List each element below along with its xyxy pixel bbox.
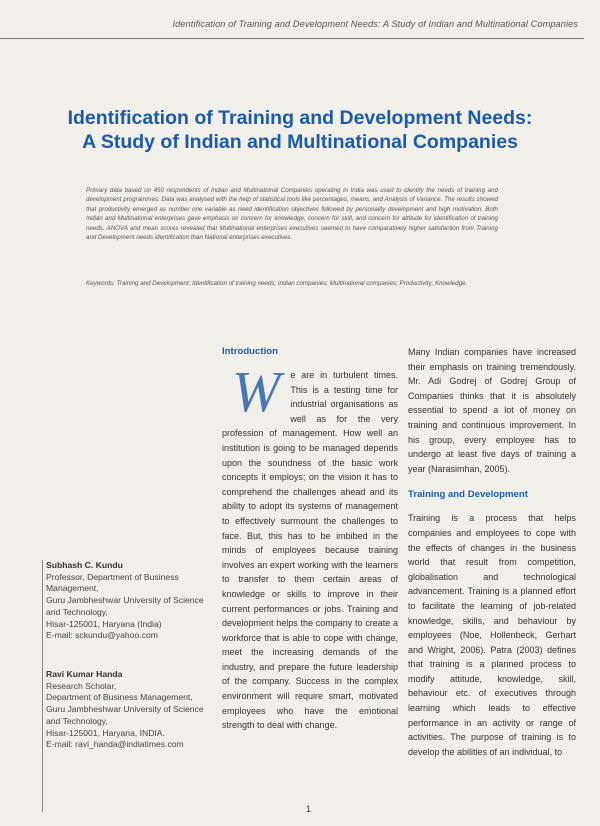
intro-paragraph: e are in turbulent times. This is a testing time for industrial organisations as well as for the very profession of management. How well an institution is going to be managed depends upon the soundness of the basic work concepts it employs; on the vision it has to comprehend the challenges ahead and its ability to adopt its systems of management to effectively surmount the challenges to face. But, this has to be imbibed in the minds of employees because training involves an expert working with the learners to transfer to them certain areas of knowledge or skills to improve in their current performances or jobs. Training and development helps the company to create a workforce that is able to cope with change, meet the increasing demands of the industry, and prepare the future leadership of the company. Success in the complex environment will require smart, motivated employees who have the emotional strength to deal with change.: [222, 370, 398, 731]
author-block-2: [46, 669, 211, 751]
title-line-1: Identification of Training and Development Needs:: [67, 107, 533, 129]
author-affiliation-line: Department of Business Management,: [46, 692, 193, 703]
drop-cap: W: [232, 359, 281, 424]
header-rule: [0, 38, 584, 39]
body-paragraph: Training is a process that helps companies and employees to cope with the effects of changes in the business world that result from competition, globalisation and technological advancement. Training is a planned effort to facilitate the learning of job-related knowledge, skills, and behaviour by employees (Noe, Hollenbeck, Gerhart and Wright, 2006). Patra (2003) defines that training is a planned process to modify attitude, knowledge, skill, behaviour etc. of executives through learning which leads to effective performance in an activity or range of activities. The purpose of training is to develop the abilities of an individual, to: [408, 513, 576, 757]
section-heading-training-development: Training and Development: [408, 489, 528, 501]
article-title: [24, 106, 576, 154]
author-affiliation-line: Guru Jambheshwar University of Science and Technology,: [46, 704, 204, 726]
running-head: Identification of Training and Development Needs: A Study of Indian and Multinational Companies: [172, 19, 578, 29]
author-name: Ravi Kumar Handa: [46, 669, 123, 679]
author-name: Subhash C. Kundu: [46, 560, 123, 570]
keywords: Keywords: Training and Development; Identification of training needs; Indian companies; Multinational companies; Productivity; Knowledge.: [86, 280, 468, 287]
author-affiliation-line: Professor, Department of Business Management,: [46, 571, 179, 594]
author-block-1: [46, 560, 211, 642]
body-paragraph: Many Indian companies have increased their emphasis on training tremendously. Mr. Adi Godrej of Godrej Group of Companies thinks that it is absolutely essential to spend a lot of money on training and continuous improvement. In his group, every employee has to undergo at least five days of training a year (Narasimhan, 2005).: [408, 347, 576, 474]
author-email: E-mail: ravi_handa@indiatimes.com: [46, 739, 184, 750]
body-column-1: [222, 345, 398, 733]
author-email: E-mail: sckundu@yahoo.com: [46, 630, 158, 641]
body-column-2: [408, 345, 576, 759]
author-affiliation-line: Research Scholar,: [46, 680, 117, 691]
author-affiliation-line: Guru Jambheshwar University of Science and Technology,: [46, 595, 204, 617]
author-divider: [42, 560, 43, 812]
intro-paragraph-wrap: [222, 359, 398, 733]
abstract: Primary data based on 450 respondents of Indian and Multinational Companies operating in India was used to identify the needs of training and development programmes. Data was analysed with the help of statistical tools like percentages, means, and Analysis of Variance. The results showed that productivity emerged as number one variable as need identification objectives followed by personality development and high motivation. Both Indian and Multinational enterprises gave emphasis on concern for knowledge, concern for skill, and concern for attitude for identification of training needs. ANOVA and mean scores revealed that Multinational enterprises executives seemed to have comparatively higher satisfaction from Training and Development needs identification than National enterprises executives.: [86, 187, 498, 242]
section-heading-introduction: Introduction: [222, 346, 278, 357]
title-line-2: A Study of Indian and Multinational Companies: [82, 131, 518, 153]
author-affiliation-line: Hisar-125001, Haryana, INDIA.: [46, 727, 165, 738]
page-number: 1: [306, 804, 312, 814]
author-affiliation-line: Hisar-125001, Haryana (India): [46, 618, 162, 629]
